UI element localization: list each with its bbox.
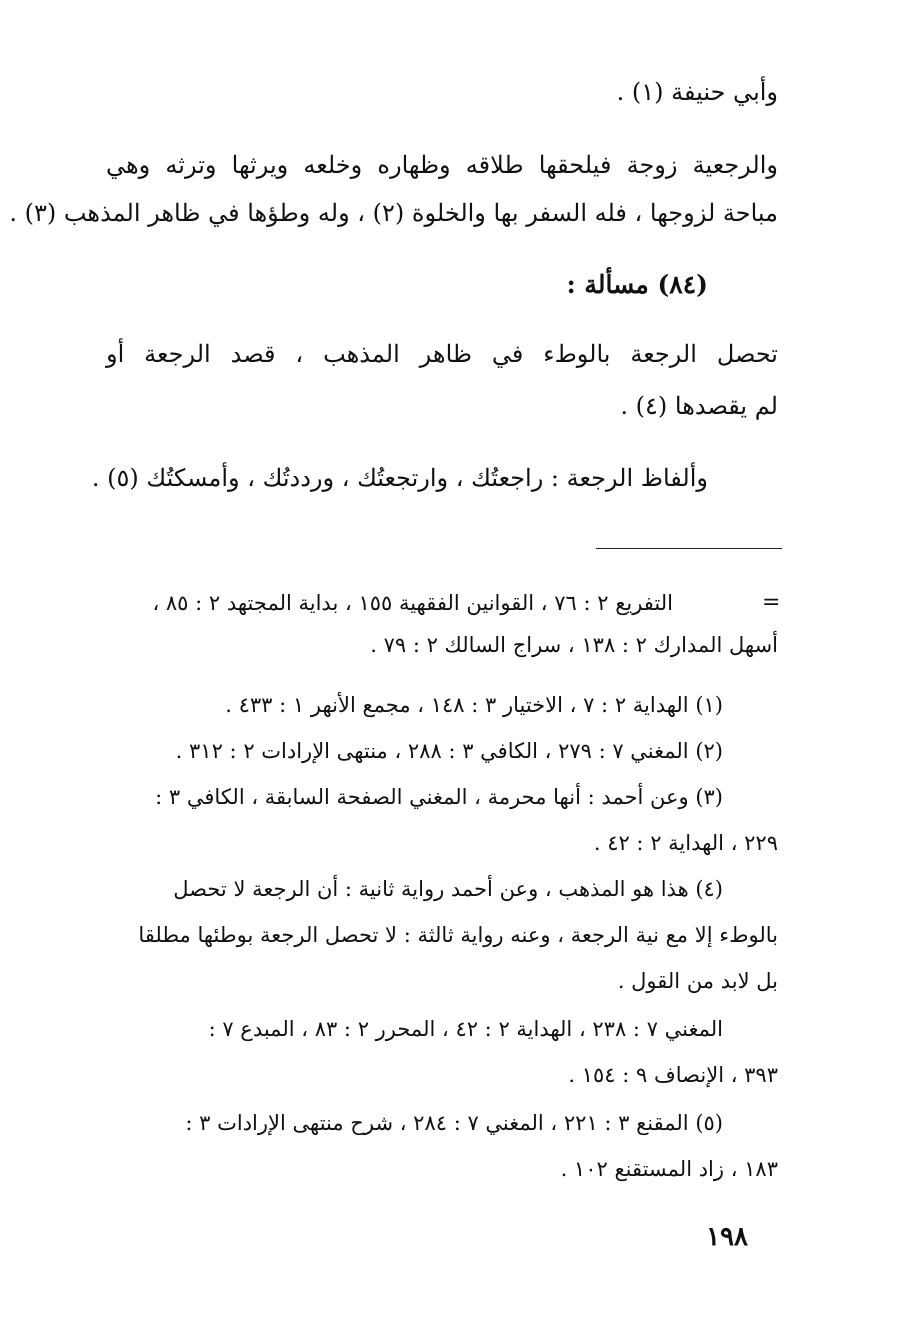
footnote-continuation-line-2: أسهل المدارك ٢ : ١٣٨ ، سراج السالك ٢ : ٧٩ . (370, 633, 778, 657)
footnote-2: (٢) المغني ٧ : ٢٧٩ ، الكافي ٣ : ٢٨٨ ، منتهى الإرادات ٢ : ٣١٢ . (175, 739, 723, 763)
footnote-separator (596, 548, 782, 549)
footnote-5-line-1: (٥) المقنع ٣ : ٢٢١ ، المغني ٧ : ٢٨٤ ، شرح منتهى الإرادات ٣ : (185, 1111, 723, 1135)
footnote-3-line-1: (٣) وعن أحمد : أنها محرمة ، المغني الصفحة السابقة ، الكافي ٣ : (155, 785, 723, 809)
paragraph-4: وألفاظ الرجعة : راجعتُك ، وارتجعتُك ، ورددتُك ، وأمسكتُك (٥) . (91, 464, 708, 492)
paragraph-2-line-1: والرجعية زوجة فيلحقها طلاقه وظهاره وخلعه ويرثها وترثه وهي (106, 151, 778, 179)
footnote-4-sources-line-1: المغني ٧ : ٢٣٨ ، الهداية ٢ : ٤٢ ، المحرر ٢ : ٨٣ ، المبدع ٧ : (208, 1017, 723, 1041)
footnote-continuation-line-1: التفريع ٢ : ٧٦ ، القوانين الفقهية ١٥٥ ، بداية المجتهد ٢ : ٨٥ ، (152, 591, 673, 615)
continuation-marker: = (762, 590, 781, 615)
footnote-5-line-2: ١٨٣ ، زاد المستقنع ١٠٢ . (560, 1157, 778, 1181)
paragraph-2-line-2: مباحة لزوجها ، فله السفر بها والخلوة (٢) ، وله وطؤها في ظاهر المذهب (٣) . (9, 199, 778, 227)
paragraph-3-line-1: تحصل الرجعة بالوطء في ظاهر المذهب ، قصد الرجعة أو (106, 340, 778, 368)
body-line-1: وأبي حنيفة (١) . (616, 78, 778, 106)
paragraph-3-line-2: لم يقصدها (٤) . (620, 392, 778, 420)
footnote-3-line-2: ٢٢٩ ، الهداية ٢ : ٤٢ . (593, 831, 778, 855)
section-heading: (٨٤) مسألة : (566, 270, 708, 299)
footnote-1: (١) الهداية ٢ : ٧ ، الاختيار ٣ : ١٤٨ ، مجمع الأنهر ١ : ٤٣٣ . (225, 693, 723, 717)
page-number: ١٩٨ (706, 1222, 748, 1252)
footnote-4-line-2: بالوطء إلا مع نية الرجعة ، وعنه رواية ثالثة : لا تحصل الرجعة بوطئها مطلقا (138, 923, 778, 947)
footnote-4-line-1: (٤) هذا هو المذهب ، وعن أحمد رواية ثانية : أن الرجعة لا تحصل (173, 877, 723, 901)
footnote-4-line-3: بل لابد من القول . (617, 969, 778, 993)
footnote-4-sources-line-2: ٣٩٣ ، الإنصاف ٩ : ١٥٤ . (568, 1063, 778, 1087)
